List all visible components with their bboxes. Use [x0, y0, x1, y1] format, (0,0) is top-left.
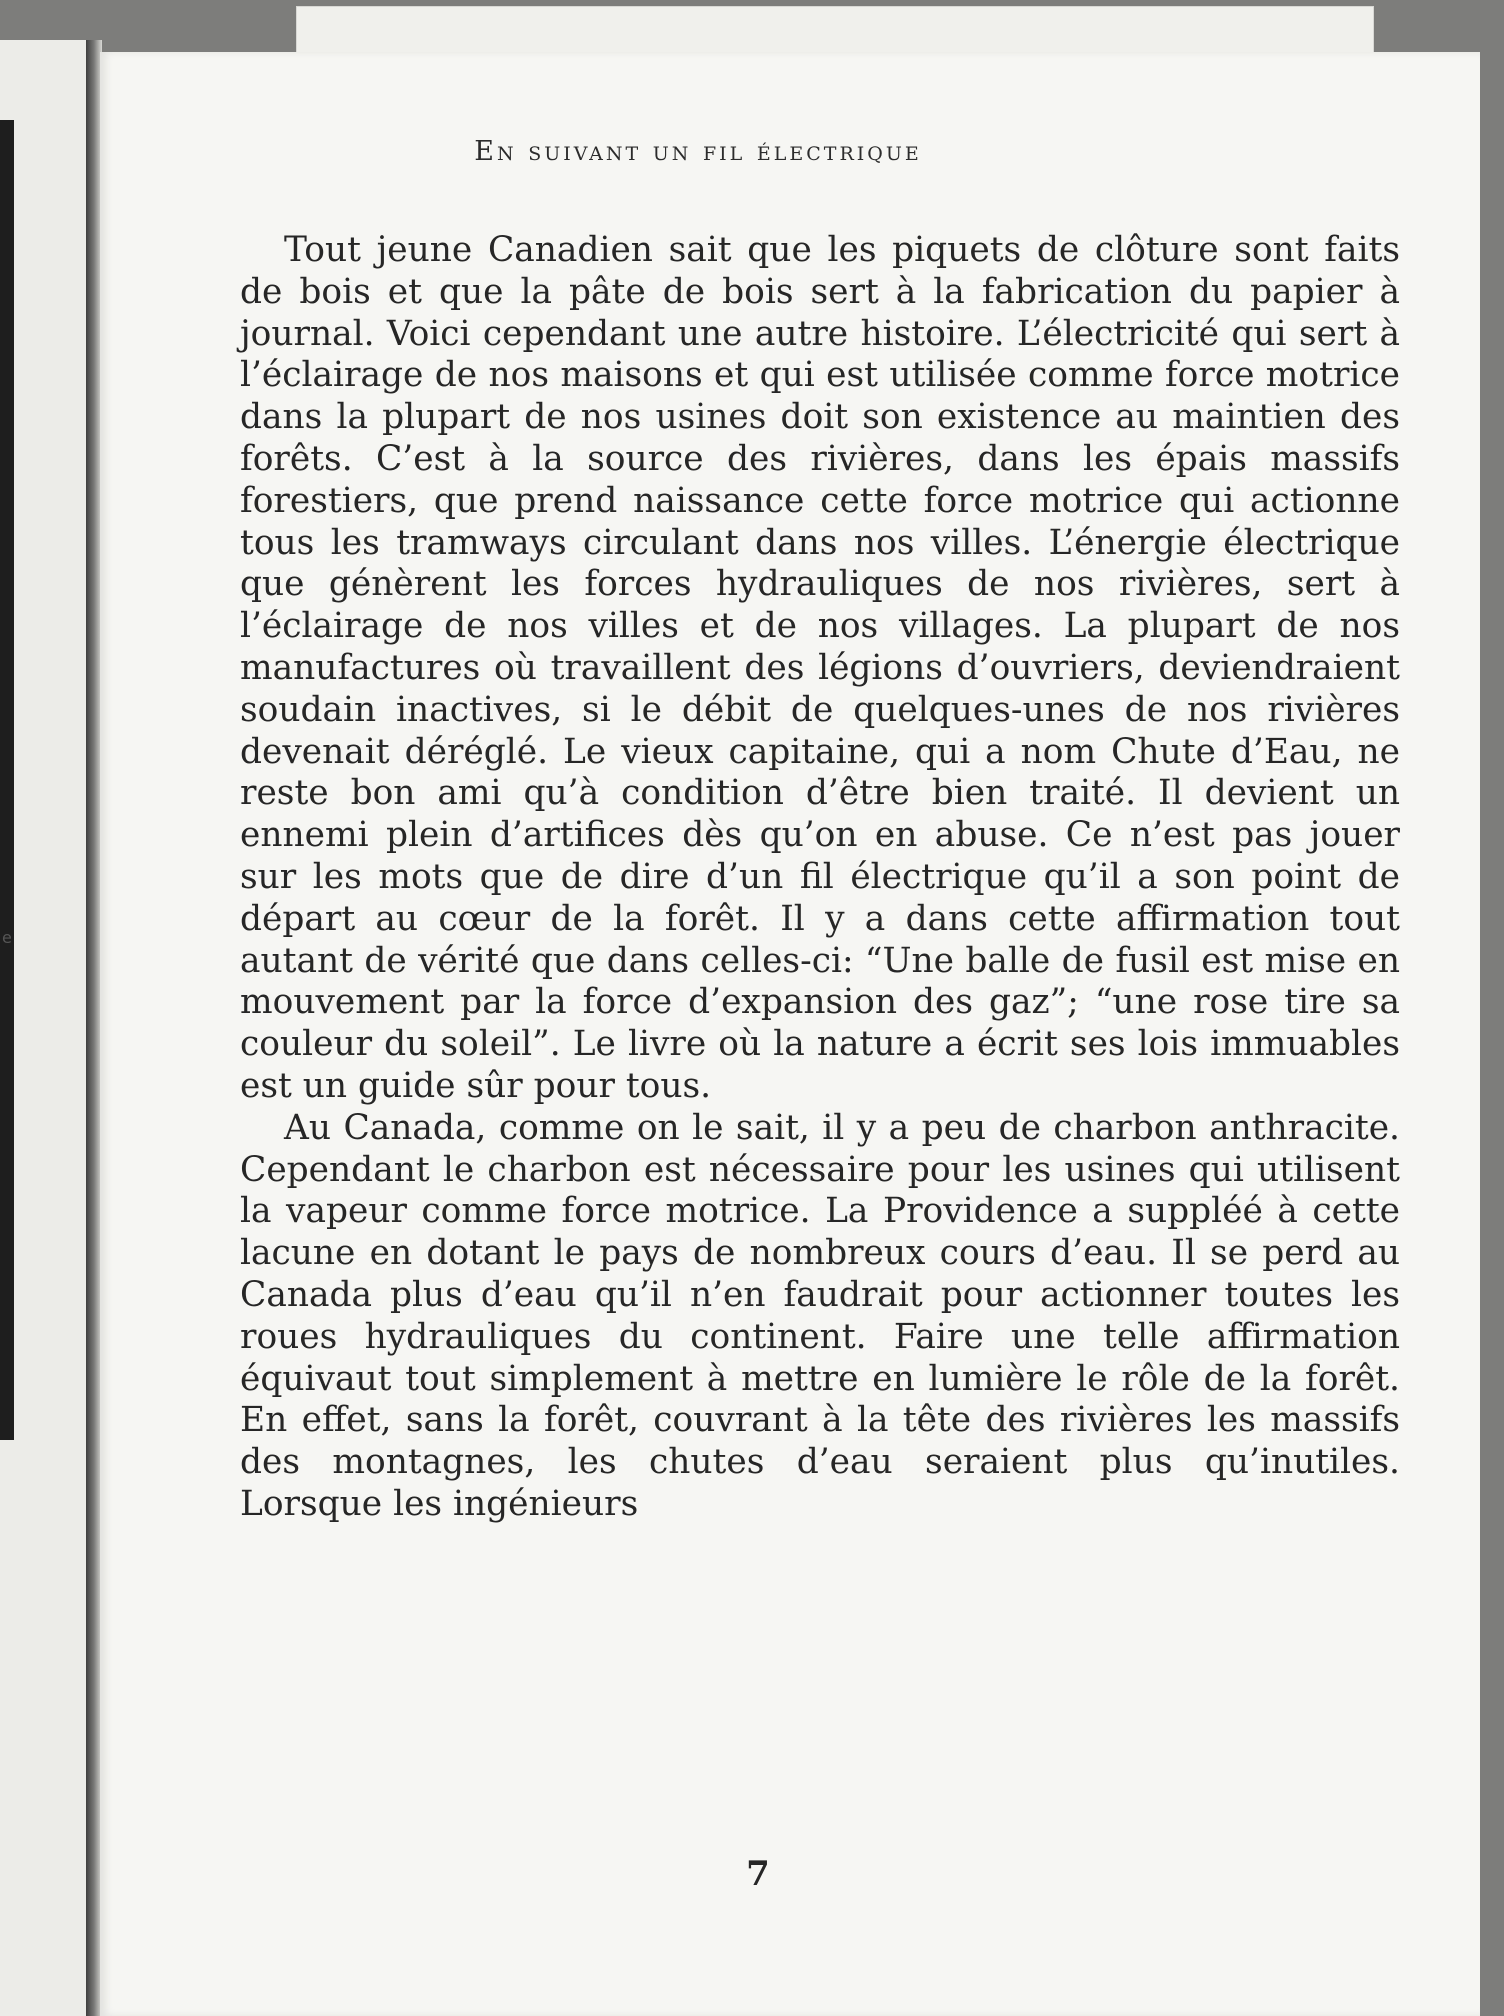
page-number: 7: [746, 1854, 770, 1894]
body-text: [240, 230, 1400, 1526]
paragraph-1: Tout jeune Canadien sait que les piquets de clôture sont faits de bois et que la pâte de bois sert à la fabrication du papier à journal. Voici cependant une autre histoire. L’électricité qui sert à l’éclairage de nos maisons et qui est utilisée comme force motrice dans la plupart de nos usines doit son existence au maintien des forêts. C’est à la source des rivières, dans les épais massifs forestiers, que prend naissance cette force motrice qui actionne tous les tramways circulant dans nos villes. L’énergie électrique que génèrent les forces hydrauliques de nos rivières, sert à l’éclairage de nos villes et de nos villages. La plupart de nos manufactures où travaillent des légions d’ouvriers, deviendraient soudain inactives, si le débit de quelques-unes de nos rivières devenait déréglé. Le vieux capitaine, qui a nom Chute d’Eau, ne reste bon ami qu’à condition d’être bien traité. Il devient un ennemi plein d’artifices dès qu’on en abuse. Ce n’est pas jouer sur les mots que de dire d’un fil électrique qu’il a son point de départ au cœur de la forêt. Il y a dans cette affirmation tout autant de vérité que dans celles-ci: “Une balle de fusil est mise en mouvement par la force d’expansion des gaz”; “une rose tire sa couleur du soleil”. Le livre où la nature a écrit ses lois immuables est un guide sûr pour tous.: [240, 230, 1400, 1106]
facing-page-edge: [0, 40, 88, 2016]
book-page: [100, 52, 1480, 2016]
paragraph-2: Au Canada, comme on le sait, il y a peu de charbon anthracite. Cependant le charbon est nécessaire pour les usines qui utilisent la vapeur comme force motrice. La Providence a suppléé à cette lacune en dotant le pays de nombreux cours d’eau. Il se perd au Canada plus d’eau qu’il n’en faudrait pour actionner toutes les roues hydrauliques du continent. Faire une telle affirmation équivaut tout simplement à mettre en lumière le rôle de la forêt. En effet, sans la forêt, couvrant à la tête des rivières les massifs des montagnes, les chutes d’eau seraient plus qu’inutiles. Lorsque les ingénieurs: [240, 1107, 1400, 1524]
facing-page-plate: [0, 120, 14, 1440]
running-head: En suivant un fil électrique: [474, 136, 922, 167]
facing-page-fragment-text: e: [2, 928, 12, 947]
